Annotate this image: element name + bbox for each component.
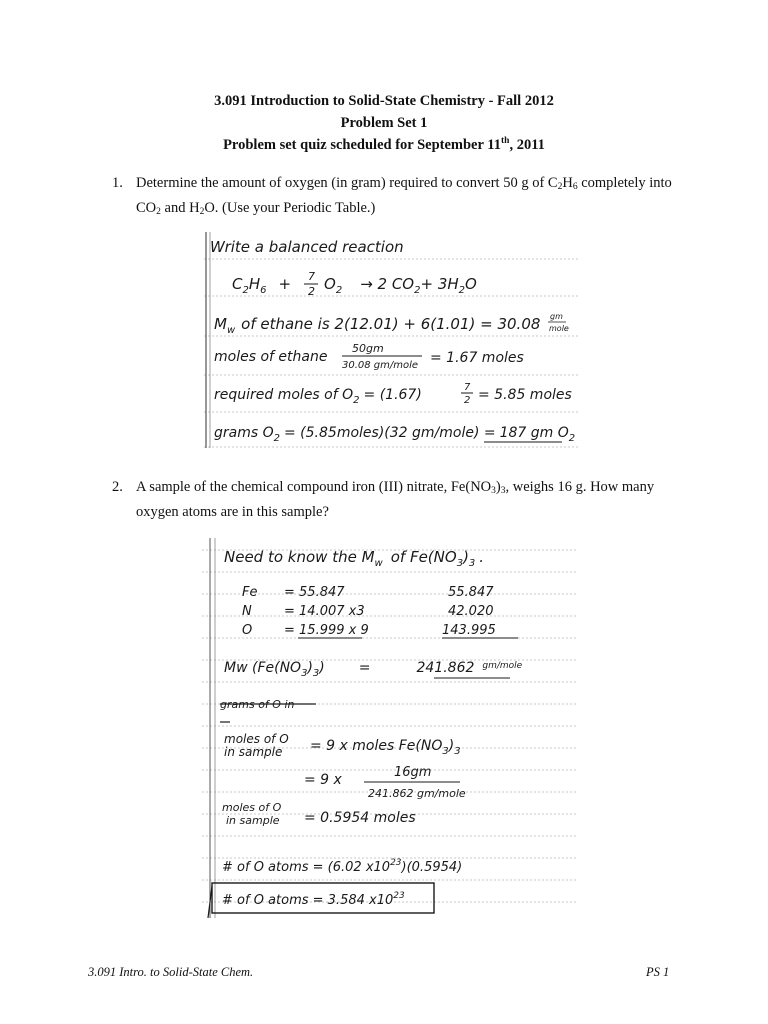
q2-fe-total: 55.847 [448, 585, 494, 600]
quiz-schedule-text: Problem set quiz scheduled for September 11 [223, 137, 501, 153]
q2-atoms-answer: # of O atoms = 3.584 $x10^{23}$ [222, 891, 405, 908]
q1-text-part: O. (Use your Periodic Table.) [204, 200, 376, 216]
question-2-number: 2. [112, 479, 123, 495]
q1-subscript: 6 [572, 182, 578, 192]
q2-fe-label: Fe [242, 585, 258, 600]
q1-paper-background [200, 228, 582, 450]
q2-strikethrough-text: grams of O in [220, 698, 295, 711]
q2-o-mass: = 15.999 x 9 [284, 623, 369, 638]
q1-moles-result: = 1.67 moles [430, 350, 524, 366]
q1-fraction-num: 7 [308, 270, 315, 283]
q2-fe-mass: = 55.847 [284, 585, 345, 600]
q2-text-part: A sample of the chemical compound iron (III) nitrate, Fe(NO [136, 479, 492, 495]
document-title: 3.091 Introduction to Solid-State Chemistry - Fall 2012 [214, 93, 554, 109]
q2-subscript: 3 [491, 486, 496, 496]
q1-moles-den: 30.08 gm/mole [342, 360, 419, 371]
q2-n-label: N [242, 604, 252, 619]
q2-o-total: 143.995 [442, 623, 496, 638]
q2-result-label-1: moles of O [222, 801, 282, 814]
q2-result-moles: = 0.5954 moles [304, 810, 416, 826]
quiz-schedule-superscript: th [501, 136, 510, 146]
footer-course: 3.091 Intro. to Solid-State Chem. [88, 965, 254, 979]
q1-work-reaction: $C_2H_6$ + [232, 275, 292, 296]
q1-required-moles-result: = 5.85 moles [478, 387, 572, 403]
q2-result-label-2: in sample [226, 814, 280, 827]
q1-ratio-den: 2 [464, 395, 471, 406]
q1-text-part: completely into CO [136, 175, 672, 216]
q1-text-part: H [562, 175, 573, 191]
q2-eq-num: 16gm [394, 765, 432, 780]
question-2-text [136, 477, 672, 523]
q2-text-part: , weighs 16 g. How many oxygen atoms are in this sample? [136, 479, 655, 520]
q2-eq-den: 241.862 gm/mole [368, 787, 466, 800]
q2-handwritten-solution [198, 534, 582, 920]
q1-work-line-4-label: moles of ethane [214, 349, 328, 365]
q1-subscript: 2 [199, 207, 205, 217]
q1-work-line-5: required moles of $O_2 = (1.67)$ [214, 387, 422, 406]
q2-atoms-line-1: # of O atoms = (6.02 $x10^{23})(0.5954)$ [222, 858, 463, 875]
q1-unit-den: mole [549, 324, 569, 333]
q1-fraction-den: 2 [308, 285, 315, 298]
q1-moles-num: 50gm [352, 342, 384, 355]
problem-set-title: Problem Set 1 [340, 115, 428, 131]
q2-moles-expression: = 9 x moles $Fe(NO_3)_3$ [310, 738, 461, 757]
footer-page-label: PS 1 [646, 965, 670, 979]
q1-subscript: 2 [557, 182, 563, 192]
q1-text-part: and H [160, 200, 200, 216]
quiz-schedule-year: , 2011 [509, 137, 545, 153]
q2-o-label: O [242, 623, 253, 638]
q1-work-line-6: grams $O_2$ = (5.85moles)(32 gm/mole) = 187 gm $O_2$ [214, 425, 576, 444]
q2-n-total: 42.020 [448, 604, 494, 619]
q1-work-line-3: $M_w$ of ethane is 2(12.01) + 6(1.01) = 30.08 [214, 315, 541, 336]
question-1-number: 1. [112, 175, 123, 191]
question-2 [112, 477, 672, 523]
q1-work-reaction-rest: $O_2 \to 2$ $CO_2+ 3H_2O$ [324, 275, 477, 296]
q2-moles-label-2: in sample [224, 745, 283, 759]
q1-text-part: Determine the amount of oxygen (in gram) required to convert 50 g of C [136, 175, 558, 191]
quiz-schedule-line [0, 136, 768, 154]
q2-eq-prefix: = 9 x [304, 772, 342, 788]
q1-unit-num: gm [550, 312, 563, 321]
q1-ratio-num: 7 [464, 382, 471, 393]
question-1 [112, 173, 672, 223]
q2-moles-label-1: moles of O [224, 732, 289, 746]
q2-work-line-1: Need to know the $M_w$ of $Fe(NO_3)_3$ . [224, 548, 485, 569]
q1-work-line-1: Write a balanced reaction [210, 238, 404, 256]
q2-n-mass: = 14.007 x3 [284, 604, 365, 619]
question-1-text [136, 173, 672, 223]
q1-handwritten-solution [200, 228, 582, 450]
q2-subscript: 3 [500, 486, 506, 496]
q1-subscript: 2 [156, 207, 161, 217]
q2-text-part: ) [495, 479, 501, 495]
q2-mw-line: Mw $(Fe(NO_3)_3) = 241.862$ $^{gm/mole}$ [224, 660, 523, 679]
